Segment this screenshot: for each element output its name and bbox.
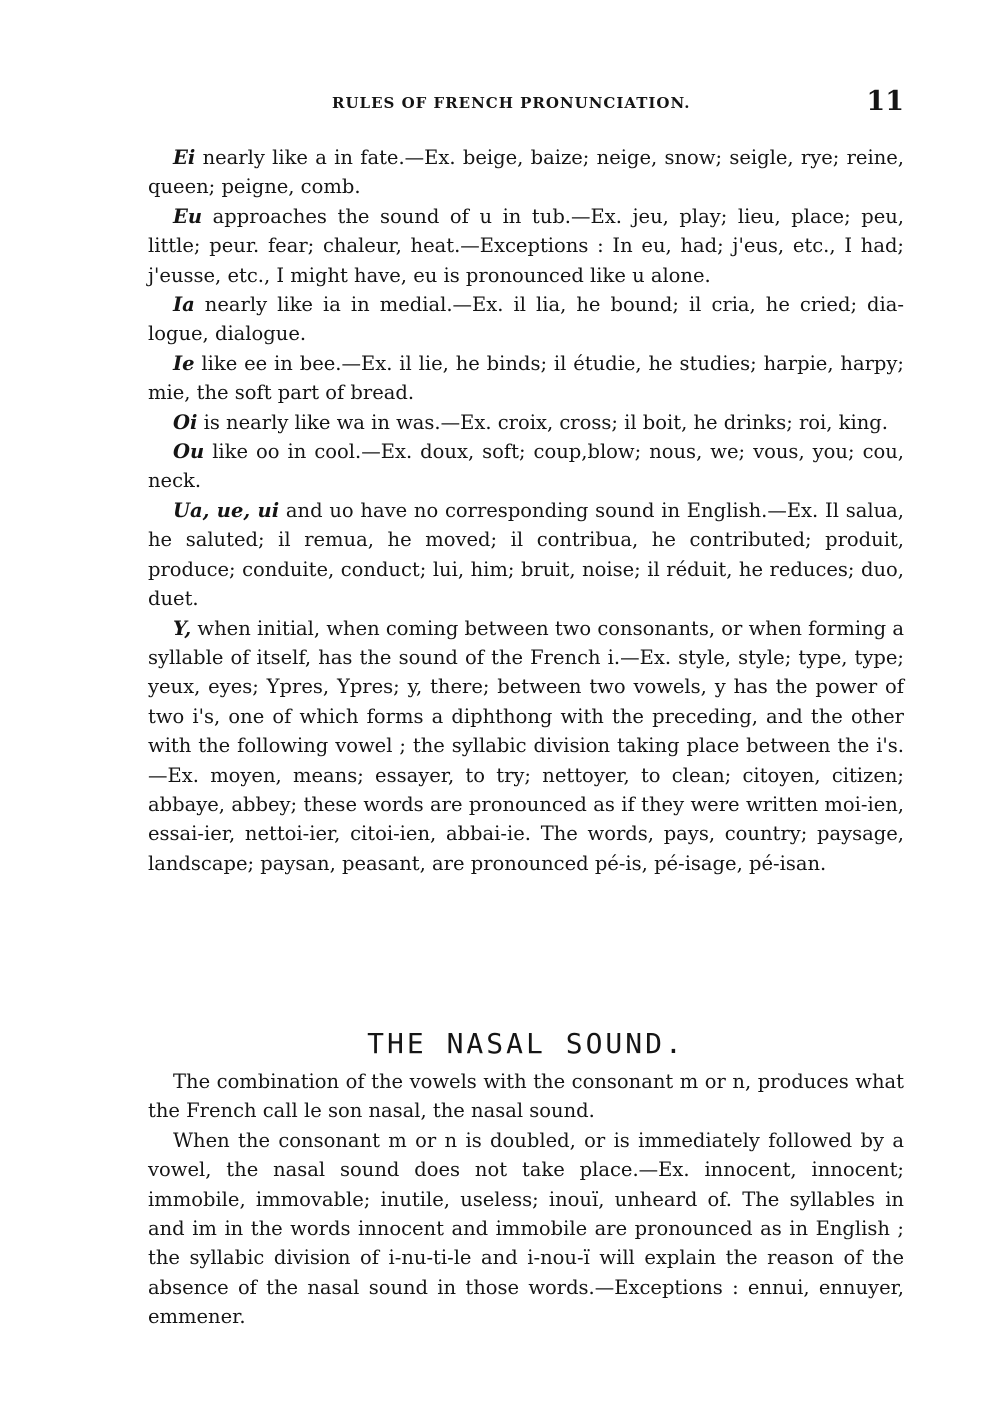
running-title: RULES OF FRENCH PRONUNCIATION. (332, 94, 691, 112)
rule-head: Ei (173, 146, 196, 169)
rule-text: like ee in bee.—Ex. il lie, he binds; il étudie, he studies; harpie, harpy; mie, the soft part of bread. (148, 351, 904, 405)
page-header (148, 86, 904, 126)
rule-ia (148, 290, 904, 349)
vowel-rules (148, 143, 904, 878)
nasal-paragraph: When the consonant m or n is doubled, or is immediately followed by a vowel, the nasal sound does not take place.—Ex. innocent, innocent; immobile, immovable; inutile, useless; inouï, unheard of. The syllables in and im in the words innocent and immobile are pronounced as in English ; the syllabic division of i-nu-ti-le and i-nou-ï will explain the reason of the absence of the nasal sound in those words.—Exceptions : ennui, ennuyer, emmener. (148, 1128, 904, 1329)
rule-text: approaches the sound of u in tub.—Ex. jeu, play; lieu, place; peu, little; peur. fear; chaleur, heat.—Exceptions : In eu, had; j'eus, etc., I had; j'eusse, etc., I might have, eu is pronounced like u alone. (148, 204, 904, 287)
rule-head: Ie (173, 351, 195, 375)
rule-text: when initial, when coming between two consonants, or when forming a syllable of itself, has the sound of the French i.—Ex. style, style; type, type; yeux, eyes; Ypres, Ypres; y, there; between two vowels, y has the power of two i's, one of which forms a diphthong with the preceding, and the other with the following vowel ; the syllabic division taking place between the i's.—Ex. moyen, means; essayer, to try; nettoyer, to clean; citoyen, citizen; abbaye, abbey; these words are pronounced as if they were written moi-ien, essai-ier, nettoi-ier, citoi-ien, abbai-ie. The words, pays, country; paysage, landscape; paysan, peasant, are pronounced pé-is, pé-isage, pé-isan. (148, 616, 904, 875)
rule-head: Ou (173, 440, 205, 464)
rule-ou (148, 437, 904, 496)
nasal-paragraph: The combination of the vowels with the consonant m or n, produces what the French call le son nasal, the nasal sound. (148, 1070, 904, 1123)
rule-eu (148, 202, 904, 290)
section-title: THE NASAL SOUND. (367, 1027, 685, 1061)
page-number: 11 (866, 86, 904, 117)
rule-ie (148, 349, 904, 408)
rule-y (148, 614, 904, 879)
rule-text: nearly like ia in medial.—Ex. il lia, he bound; il cria, he cried; dialogue, dialogue. (148, 293, 904, 346)
rule-text: nearly like a in fate.—Ex. beige, baize; neige, snow; seigle, rye; reine, queen; peigne, comb. (148, 146, 904, 199)
rule-head: Ia (173, 293, 195, 317)
rule-head: Eu (173, 204, 203, 228)
nasal-section-body (148, 1067, 904, 1332)
rule-oi (148, 408, 904, 437)
rule-text: is nearly like wa in was.—Ex. croix, cross; il boit, he drinks; roi, king. (197, 410, 888, 434)
rule-ei (148, 143, 904, 202)
rule-text: like oo in cool.—Ex. doux, soft; coup,blow; nous, we; vous, you; cou, neck. (148, 440, 904, 493)
rule-head: Y, (173, 616, 192, 640)
book-page (148, 0, 904, 1418)
rule-head: Oi (173, 410, 198, 434)
rule-head: Ua, ue, ui (173, 498, 280, 522)
rule-text: and uo have no corresponding sound in English.—Ex. Il salua, he saluted; il remua, he moved; il contribua, he contributed; produit, produce; conduite, conduct; lui, him; bruit, noise; il réduit, he reduces; duo, duet. (148, 498, 904, 611)
rule-ua-ue-ui (148, 496, 904, 614)
